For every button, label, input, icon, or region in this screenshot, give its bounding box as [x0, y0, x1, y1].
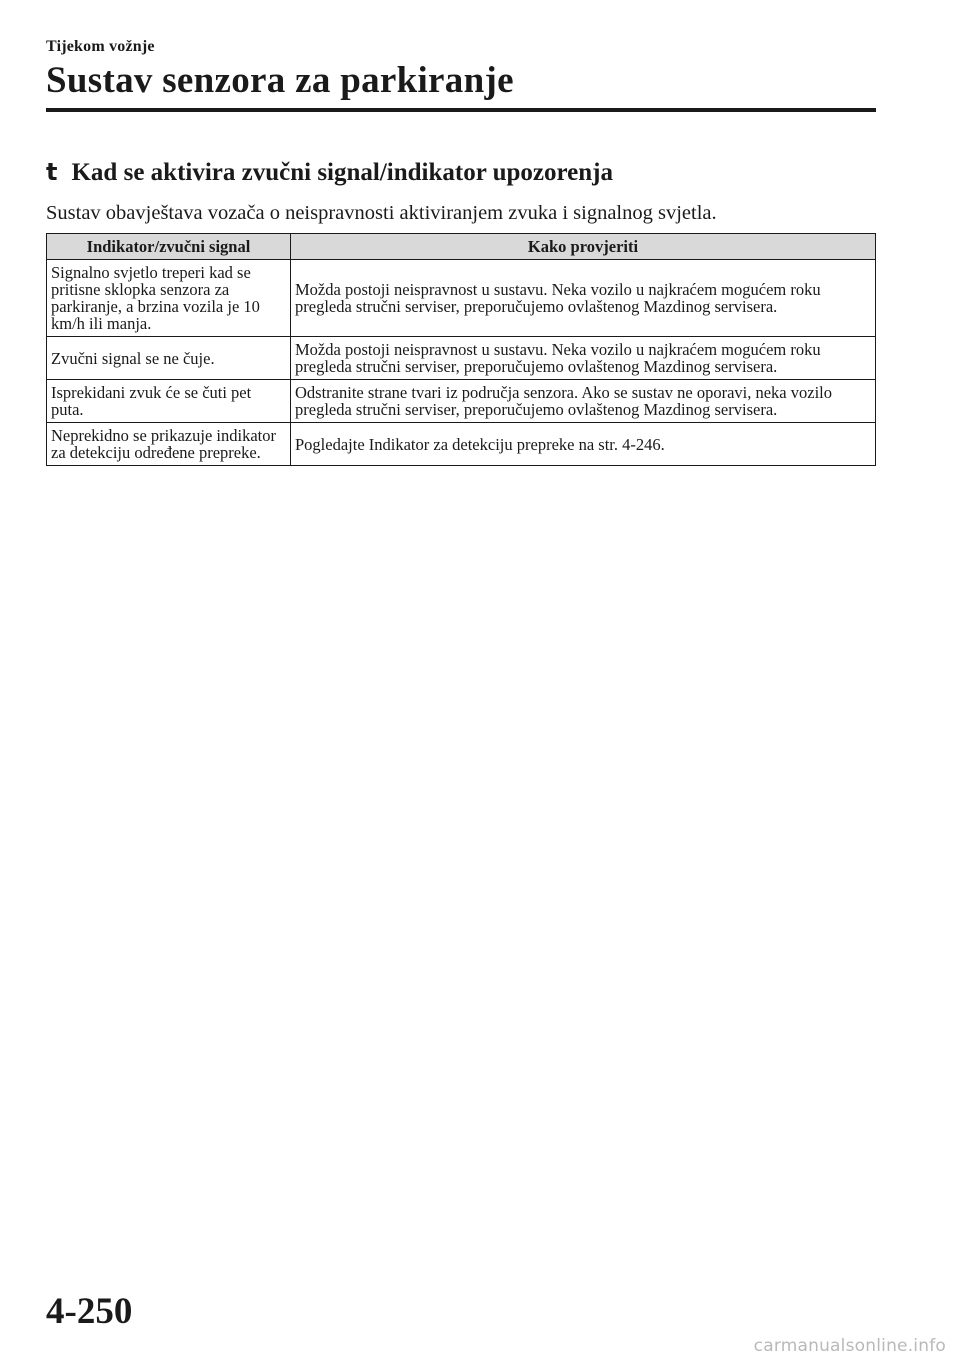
header-indicator: Indikator/zvučni signal: [47, 234, 291, 260]
section-heading-text: Kad se aktivira zvučni signal/indikator upozorenja: [71, 159, 613, 186]
section-heading: [46, 156, 613, 189]
table-header-row: [47, 234, 876, 260]
table-row: [47, 260, 876, 337]
table-row: [47, 380, 876, 423]
header-check: Kako provjeriti: [291, 234, 876, 260]
title-rule: [46, 108, 876, 112]
check-cell: Možda postoji neispravnost u sustavu. Neka vozilo u najkraćem mogućem roku pregleda stručni serviser, preporučujemo ovlaštenog Mazdinog servisera.: [291, 260, 876, 337]
page-title: Sustav senzora za parkiranje: [46, 60, 514, 101]
indicator-cell: Signalno svjetlo treperi kad se pritisne sklopka senzora za parkiranje, a brzina vozila je 10 km/h ili manja.: [47, 260, 291, 337]
page-number: 4-250: [46, 1291, 133, 1332]
table-row: [47, 423, 876, 466]
check-cell: Možda postoji neispravnost u sustavu. Neka vozilo u najkraćem mogućem roku pregleda stručni serviser, preporučujemo ovlaštenog Mazdinog servisera.: [291, 337, 876, 380]
warning-table: [46, 233, 876, 466]
intro-paragraph: Sustav obavještava vozača o neispravnosti aktiviranjem zvuka i signalnog svjetla.: [46, 202, 717, 224]
section-bullet-icon: t: [46, 158, 58, 186]
watermark: carmanualsonline.info: [753, 1336, 946, 1356]
chapter-label: Tijekom vožnje: [46, 38, 155, 55]
check-cell: Odstranite strane tvari iz područja senzora. Ako se sustav ne oporavi, neka vozilo pregleda stručni serviser, preporučujemo ovlaštenog Mazdinog servisera.: [291, 380, 876, 423]
table-row: [47, 337, 876, 380]
indicator-cell: Neprekidno se prikazuje indikator za detekciju određene prepreke.: [47, 423, 291, 466]
indicator-cell: Isprekidani zvuk će se čuti pet puta.: [47, 380, 291, 423]
check-cell: Pogledajte Indikator za detekciju prepreke na str. 4-246.: [291, 423, 876, 466]
indicator-cell: Zvučni signal se ne čuje.: [47, 337, 291, 380]
